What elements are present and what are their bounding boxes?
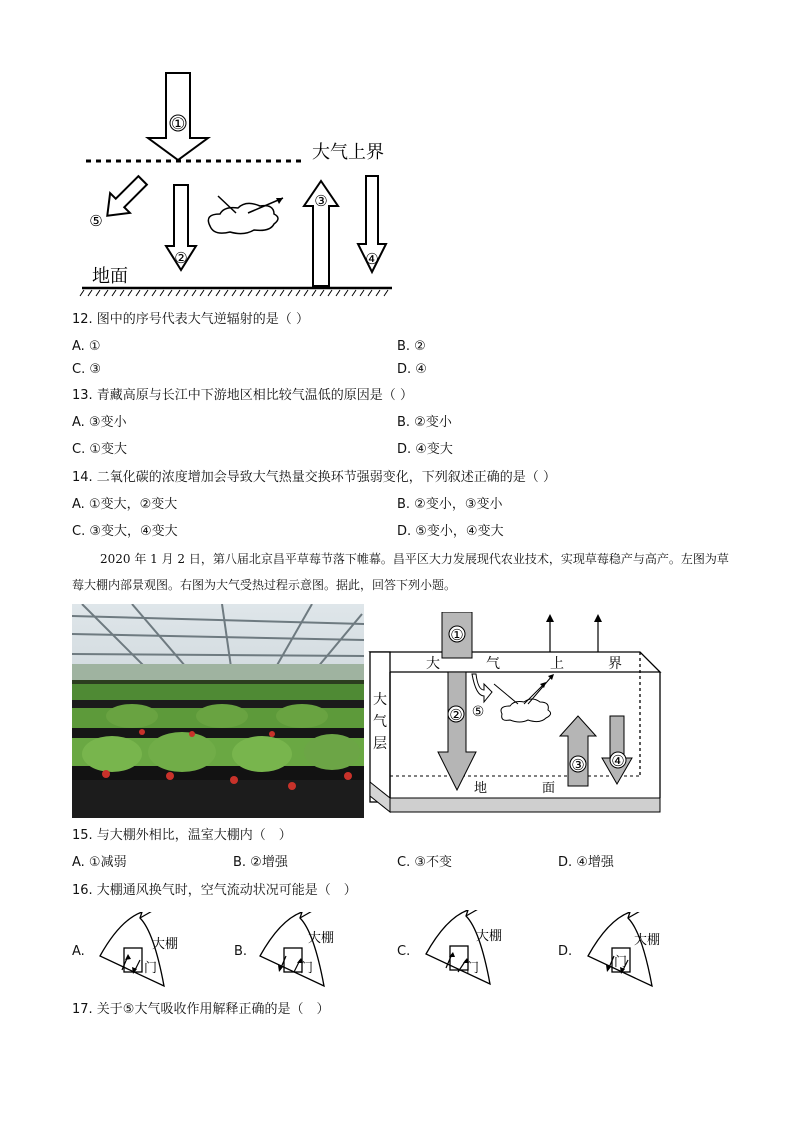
atmosphere-heating-diagram-1 (78, 68, 408, 298)
q16-shed-diagram-d[interactable] (584, 912, 680, 992)
fig2-layer-char-2: 气 (373, 714, 387, 730)
q16-a-shed-label: 大棚 (152, 937, 179, 952)
arrow-5-label: ⑤ (89, 212, 103, 230)
atmosphere-top-label: 大气上界 (312, 142, 384, 163)
arrow-1-label: ① (170, 114, 186, 133)
q16-option-a[interactable]: A. (72, 944, 85, 959)
q15-option-d[interactable]: D. ④增强 (558, 855, 614, 870)
q16-c-door-label: 门 (466, 961, 480, 976)
fig2-arrow-2-label: ② (449, 706, 463, 724)
q16-shed-diagram-b[interactable] (256, 912, 352, 992)
q16-option-b[interactable]: B. (234, 944, 248, 959)
fig2-top-char-1: 大 (426, 656, 440, 672)
fig2-arrow-2 (438, 672, 476, 790)
q13-option-a[interactable]: A. ③变小 (72, 415, 127, 430)
q16-b-door-label: 门 (300, 961, 314, 976)
passage-intro: 2020 年 1 月 2 日，第八届北京昌平草莓节落下帷幕。昌平区大力发展现代农业技术，实现草莓稳产与高产。左图为草莓大棚内部景观图。右图为大气受热过程示意图。据此，回答下列小题。 (72, 552, 729, 592)
q15-option-c[interactable]: C. ③不变 (397, 855, 452, 870)
q16-stem: 16. 大棚通风换气时，空气流动状况可能是（ ） (72, 883, 357, 898)
fig2-arrow-5-label: ⑤ (471, 704, 485, 720)
q13-option-c[interactable]: C. ①变大 (72, 442, 127, 457)
fig2-ground-char-2: 面 (542, 781, 556, 796)
fig2-top-char-2: 气 (486, 656, 500, 672)
fig2-top-char-4: 界 (608, 656, 622, 672)
q12-option-a[interactable]: A. ① (72, 339, 101, 354)
q13-option-b[interactable]: B. ②变小 (397, 415, 452, 430)
atmosphere-heating-diagram-2 (368, 612, 668, 818)
q16-b-shed-label: 大棚 (308, 931, 335, 946)
q16-option-d[interactable]: D. (558, 944, 573, 959)
q12-option-d[interactable]: D. ④ (397, 362, 427, 377)
arrow-5 (97, 170, 152, 225)
q17-stem: 17. 关于⑤大气吸收作用解释正确的是（ ） (72, 1002, 330, 1017)
q16-shed-diagram-c[interactable] (422, 910, 518, 990)
fig2-layer-char-1: 大 (373, 692, 387, 708)
fig2-arrow-4 (602, 716, 632, 784)
fig2-top-char-3: 上 (550, 656, 564, 672)
q15-option-a[interactable]: A. ①减弱 (72, 855, 127, 870)
q14-option-c[interactable]: C. ③变大，④变大 (72, 524, 178, 539)
fig2-layer-char-3: 层 (373, 736, 387, 752)
fig2-arrow-1-label: ① (450, 626, 464, 644)
q16-d-door-label: 门 (614, 955, 628, 970)
q16-d-shed-label: 大棚 (634, 933, 661, 948)
q16-c-shed-label: 大棚 (476, 929, 503, 944)
q14-option-a[interactable]: A. ①变大，②变大 (72, 497, 178, 512)
q16-option-c[interactable]: C. (397, 944, 411, 959)
fig2-arrow-4-label: ④ (611, 752, 625, 770)
arrow-3-label: ③ (314, 192, 328, 210)
q15-option-b[interactable]: B. ②增强 (233, 855, 288, 870)
q12-option-c[interactable]: C. ③ (72, 362, 101, 377)
cloud-icon (208, 203, 278, 233)
q16-a-door-label: 门 (144, 961, 158, 976)
fig2-arrow-5 (472, 674, 492, 702)
q14-option-b[interactable]: B. ②变小，③变小 (397, 497, 503, 512)
q16-shed-diagram-a[interactable] (96, 912, 192, 992)
q13-option-d[interactable]: D. ④变大 (397, 442, 453, 457)
q14-stem: 14. 二氧化碳的浓度增加会导致大气热量交换环节强弱变化，下列叙述正确的是（ ） (72, 470, 556, 485)
q12-stem: 12. 图中的序号代表大气逆辐射的是（ ） (72, 312, 309, 327)
q15-stem: 15. 与大棚外相比，温室大棚内（ ） (72, 828, 292, 843)
q13-stem: 13. 青藏高原与长江中下游地区相比较气温低的原因是（ ） (72, 388, 413, 403)
greenhouse-photo (72, 604, 364, 818)
q14-option-d[interactable]: D. ⑤变小，④变大 (397, 524, 504, 539)
arrow-4-label: ④ (365, 250, 379, 268)
q12-option-b[interactable]: B. ② (397, 339, 426, 354)
fig2-ground-char-1: 地 (474, 781, 488, 796)
arrow-2-label: ② (174, 249, 188, 267)
ground-label: 地面 (92, 266, 128, 287)
fig2-arrow-3-label: ③ (571, 756, 585, 774)
